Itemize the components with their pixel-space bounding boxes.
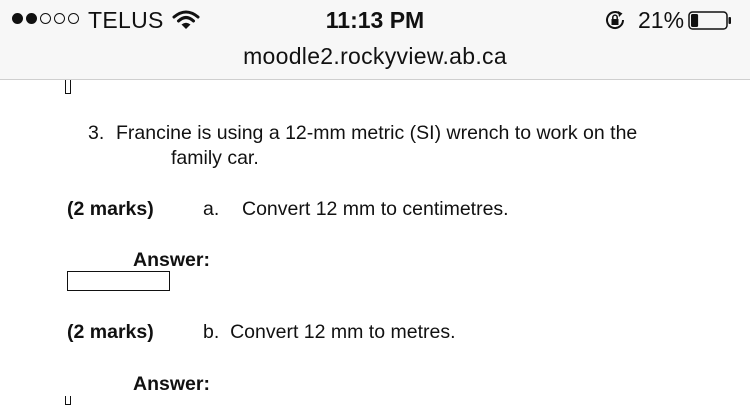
part-a-letter: a. [203,198,220,220]
clock: 11:13 PM [325,7,425,33]
rotation-lock-icon [603,8,627,32]
answer-label-a: Answer: [133,249,210,271]
carrier-name: TELUS [88,7,164,33]
status-bar [0,0,750,40]
answer-input-a[interactable] [67,271,170,291]
question-text-line2: family car. [171,147,259,169]
question-text-line1 [88,121,728,146]
part-b-prompt: b. Convert 12 mm to metres. [203,321,456,343]
part-a-prompt: Convert 12 mm to centimetres. [242,198,509,220]
battery-percent: 21% [638,7,685,33]
question-number: 3. [88,122,105,144]
question-3 [88,121,728,171]
address-bar-url[interactable]: moodle2.rockyview.ab.ca [243,43,507,69]
marks-label-a: (2 marks) [67,198,154,220]
page-margin-mark [65,396,71,405]
marks-label-b: (2 marks) [67,321,154,343]
browser-top-bar [0,0,750,80]
page-margin-mark [65,80,71,94]
battery-icon [688,11,732,30]
question-text: Francine is using a 12-mm metric (SI) wrench to work on the [116,122,638,144]
answer-label-b: Answer: [133,373,210,395]
